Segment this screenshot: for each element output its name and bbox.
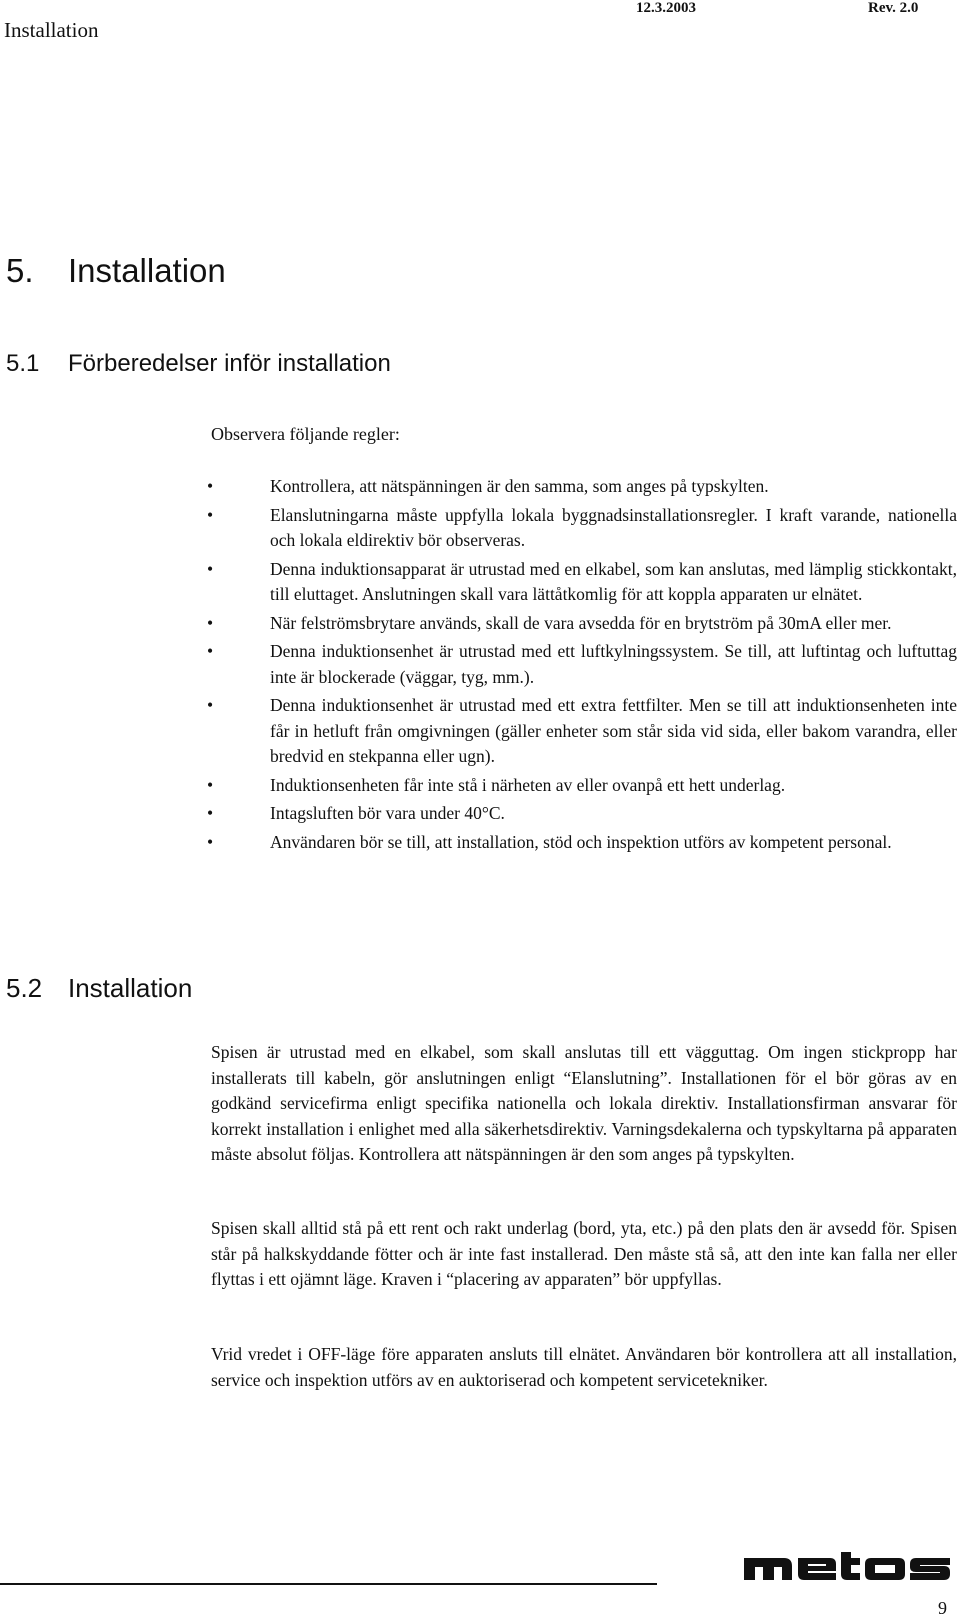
list-item: • Denna induktionsenhet är utrustad med ett extra fettfilter. Men se till att induktionsenheten inte får in hetluft från omgivningen (gäller enheter som står sida vid sida, eller bakom varandra, eller bredvid en stekpanna eller ugn).: [205, 693, 957, 770]
list-item: • Intagsluften bör vara under 40°C.: [205, 801, 957, 827]
list-item: • När felströmsbrytare används, skall de vara avsedda för en brytström på 30mA eller mer.: [205, 611, 957, 637]
list-item: • Denna induktionsenhet är utrustad med ett luftkylningssystem. Se till, att luftintag och luftuttag inte är blockerade (väggar, tyg, mm.).: [205, 639, 957, 690]
subsection-2-number: 5.2: [6, 973, 43, 1003]
subsection-1-heading: [6, 350, 391, 378]
section-heading: [6, 252, 226, 290]
rules-intro: Observera följande regler:: [211, 424, 400, 444]
list-item: • Användaren bör se till, att installation, stöd och inspektion utförs av kompetent personal.: [205, 830, 957, 856]
metos-logo: [744, 1550, 960, 1582]
subsection-1-title: Förberedelser inför installation: [68, 350, 391, 377]
list-item: • Induktionsenheten får inte stå i närheten av eller ovanpå ett hett underlag.: [205, 773, 957, 799]
list-item: • Denna induktionsapparat är utrustad med en elkabel, som kan anslutas, med lämplig stickkontakt, till eluttaget. Anslutningen skall vara lättåtkomlig för att koppla apparaten ur elnätet.: [205, 557, 957, 608]
page-number: 9: [938, 1598, 947, 1618]
section-title: Installation: [68, 252, 226, 289]
rules-list: [205, 474, 957, 858]
subsection-2-heading: [6, 973, 192, 1004]
installation-paragraph: Vrid vredet i OFF-läge före apparaten ansluts till elnätet. Användaren bör kontrollera att all installation, service och inspektion utförs av en auktoriserad och kompetent servicetekniker.: [211, 1344, 957, 1390]
header-title: Installation: [4, 18, 99, 42]
installation-paragraph: Spisen skall alltid stå på ett rent och rakt underlag (bord, yta, etc.) på den plats den är avsedd för. Spisen står på halkskyddande fötter och är inte fast installerad. Den måste stå så, att den inte kan falla ner eller flyttas i ett ojämnt läge. Kraven i “placering av apparaten” bör uppfyllas.: [211, 1218, 957, 1289]
section-number: 5.: [6, 252, 34, 289]
list-item: • Elanslutningarna måste uppfylla lokala byggnadsinstallationsregler. I kraft varande, nationella och lokala eldirektiv bör observeras.: [205, 503, 957, 554]
installation-paragraph: Spisen är utrustad med en elkabel, som skall anslutas till ett vägguttag. Om ingen stickpropp har installerats till kabeln, gör anslutningen enligt “Elanslutning”. Installationen för el bör göras av en godkänd servicefirma enligt specifika nationella och lokala direktiv. Installationsfirman ansvarar för korrekt installation i enlighet med alla säkerhetsdirektiv. Varningsdekalerna och typskyltarna på apparaten måste absolut följas. Kontrollera att nätspänningen är den som anges på typskylten.: [211, 1042, 957, 1164]
list-item: • Kontrollera, att nätspänningen är den samma, som anges på typskylten.: [205, 474, 957, 500]
header-date: 12.3.2003: [636, 0, 696, 16]
header-revision: Rev. 2.0: [868, 0, 919, 16]
subsection-2-title: Installation: [68, 973, 193, 1003]
subsection-1-number: 5.1: [6, 350, 40, 377]
footer-rule: [0, 1583, 657, 1585]
